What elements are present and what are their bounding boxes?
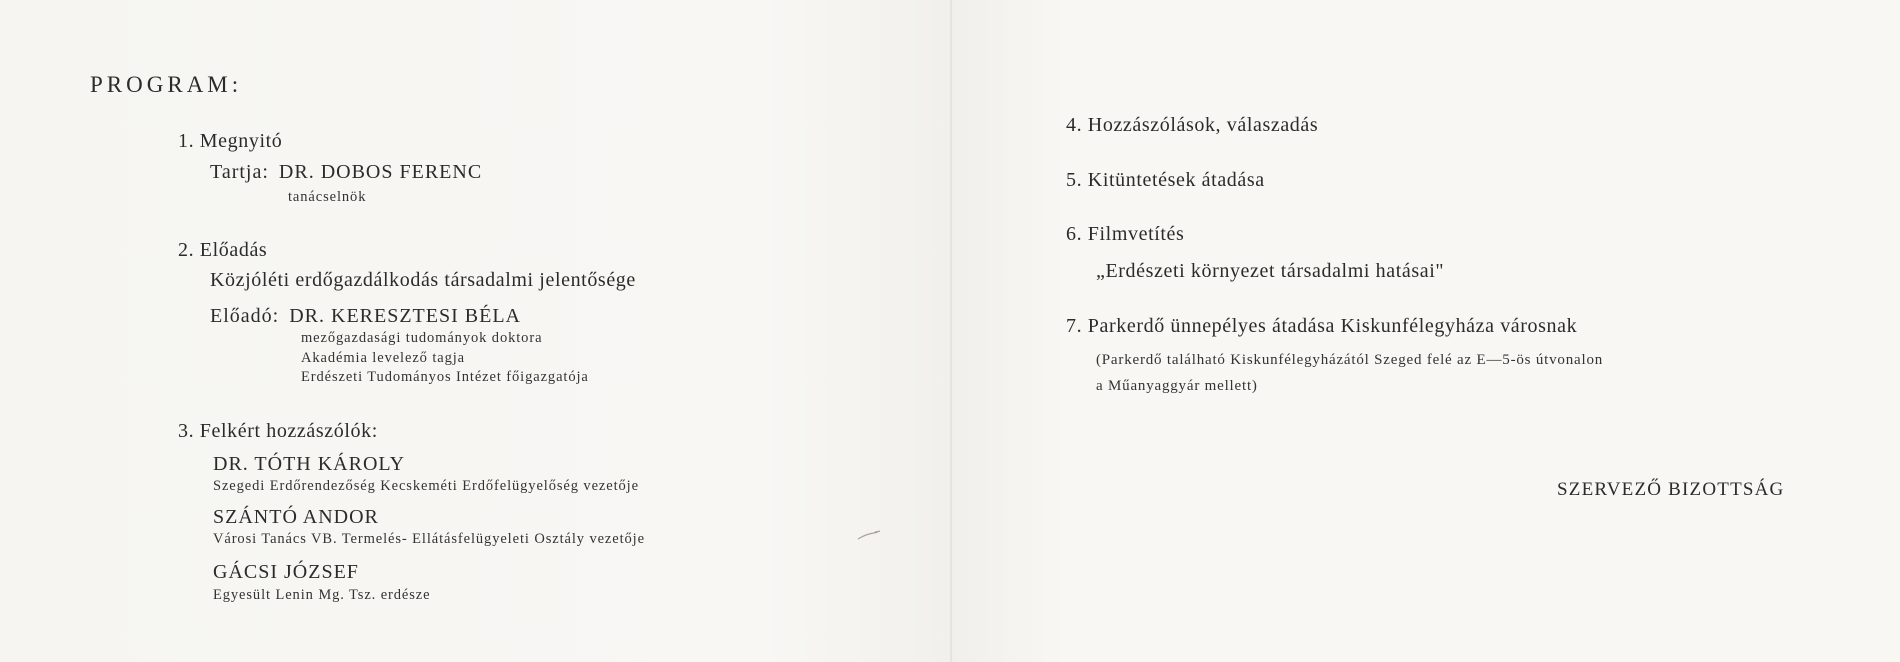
speaker-3-name: GÁCSI JÓZSEF	[213, 561, 359, 583]
organizing-committee-signature: SZERVEZŐ BIZOTTSÁG	[1557, 479, 1785, 500]
item-1-host	[210, 161, 482, 184]
item-2-name: DR. KERESZTESI BÉLA	[289, 305, 521, 327]
item-4-title: 4. Hozzászólások, válaszadás	[1066, 114, 1319, 136]
item-1-name: DR. DOBOS FERENC	[278, 161, 483, 183]
program-heading: PROGRAM:	[90, 72, 243, 97]
item-7-title: 7. Parkerdő ünnepélyes átadása Kiskunfélegyháza városnak	[1066, 315, 1578, 337]
item-6-film-title: „Erdészeti környezet társadalmi hatásai"	[1096, 260, 1445, 282]
item-1-role-label: Tartja:	[210, 161, 269, 183]
right-page	[952, 0, 1900, 662]
speaker-2-name: SZÁNTÓ ANDOR	[213, 506, 379, 528]
item-2-lecturer	[210, 305, 521, 328]
item-2-subtitle-1: mezőgazdasági tudományok doktora	[301, 330, 543, 346]
speaker-1-name: DR. TÓTH KÁROLY	[213, 453, 406, 475]
item-2-topic: Közjóléti erdőgazdálkodás társadalmi jelentősége	[210, 269, 636, 291]
speaker-2-role: Városi Tanács VB. Termelés- Ellátásfelügyeleti Osztály vezetője	[213, 531, 645, 547]
item-2-role-label: Előadó:	[210, 305, 280, 327]
item-5-title: 5. Kitüntetések átadása	[1066, 169, 1265, 191]
item-2-subtitle-3: Erdészeti Tudományos Intézet főigazgatója	[301, 369, 589, 385]
paper-speck	[856, 528, 884, 542]
speaker-3-role: Egyesült Lenin Mg. Tsz. erdésze	[213, 587, 431, 603]
item-7-note-line-1: (Parkerdő található Kiskunfélegyházától Szeged felé az E—5-ös útvonalon	[1096, 352, 1604, 368]
item-3-title: 3. Felkért hozzászólók:	[178, 420, 378, 442]
speaker-1-role: Szegedi Erdőrendezőség Kecskeméti Erdőfelügyelőség vezetője	[213, 478, 639, 494]
item-1-title: 1. Megnyitó	[178, 130, 283, 152]
item-6-title: 6. Filmvetítés	[1066, 223, 1185, 245]
item-1-subtitle: tanácselnök	[288, 189, 367, 205]
item-2-title: 2. Előadás	[178, 239, 268, 261]
item-2-subtitle-2: Akadémia levelező tagja	[301, 350, 466, 366]
item-7-note-line-2: a Műanyaggyár mellett)	[1096, 378, 1258, 394]
